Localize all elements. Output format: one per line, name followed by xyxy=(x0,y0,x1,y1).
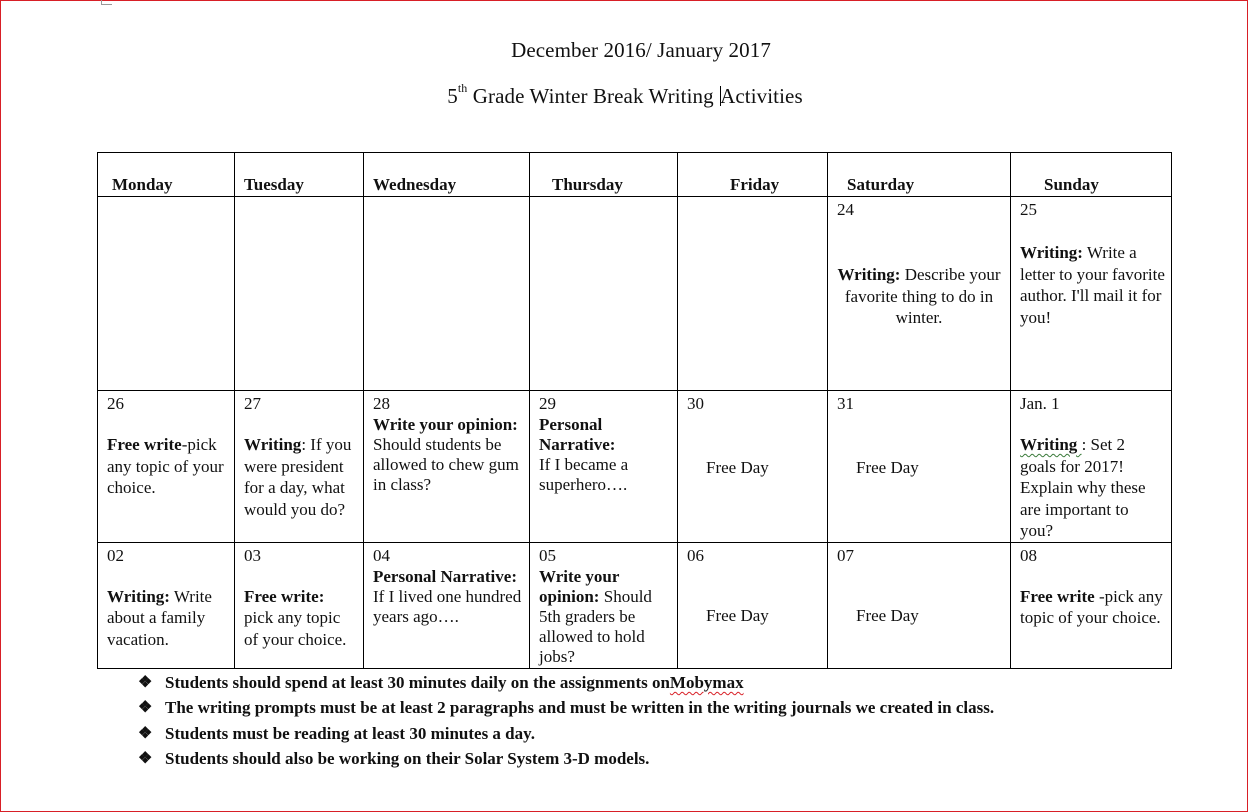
activity-text: Personal Narrative: If I lived one hundred years ago…. xyxy=(373,566,522,626)
diamond-bullet-icon: ❖ xyxy=(138,673,153,691)
activity-text: Free write: pick any topic of your choice. xyxy=(244,586,347,649)
date-number: 25 xyxy=(1020,200,1037,219)
date-number: 27 xyxy=(244,394,261,413)
calendar-cell-dec-24 xyxy=(828,197,1011,391)
calendar-cell-dec-27 xyxy=(235,391,364,543)
calendar-cell-jan-6 xyxy=(678,542,828,668)
calendar-cell-dec-29 xyxy=(530,391,678,543)
calendar-week-row xyxy=(98,391,1172,543)
date-number: 05 xyxy=(539,545,556,565)
diamond-bullet-icon: ❖ xyxy=(138,724,153,742)
calendar-cell-dec-30 xyxy=(678,391,828,543)
day-header-tuesday: Tuesday xyxy=(235,153,364,197)
free-day-label: Free Day xyxy=(856,458,919,477)
calendar-cell-jan-3 xyxy=(235,542,364,668)
activity-text: Writing: If you were president for a day, what would you do? xyxy=(244,435,352,519)
date-number: 07 xyxy=(837,545,854,565)
day-header-monday: Monday xyxy=(98,153,235,197)
calendar-cell-jan-1 xyxy=(1011,391,1172,543)
activity-text: Writing: Describe your favorite thing to do in winter. xyxy=(837,265,1001,327)
subtitle-grade-suffix: th xyxy=(457,81,468,95)
date-number: 31 xyxy=(837,394,854,413)
calendar-cell-jan-4 xyxy=(364,542,530,668)
activity-text: Write your opinion: Should students be allowed to chew gum in class? xyxy=(373,415,519,494)
calendar-cell-empty xyxy=(235,197,364,391)
date-number: 03 xyxy=(244,545,261,565)
date-number: 29 xyxy=(539,394,556,413)
calendar-cell-dec-26 xyxy=(98,391,235,543)
activity-text: Write your opinion: Should 5th graders be allowed to hold jobs? xyxy=(539,566,652,666)
date-number: 26 xyxy=(107,394,124,413)
calendar-cell-empty xyxy=(364,197,530,391)
free-day-label: Free Day xyxy=(706,458,769,477)
date-number: 06 xyxy=(687,545,704,565)
day-header-saturday: Saturday xyxy=(828,153,1011,197)
calendar-table xyxy=(97,152,1172,669)
calendar-cell-empty xyxy=(678,197,828,391)
document-subtitle xyxy=(0,81,1248,109)
free-day-label: Free Day xyxy=(856,605,919,625)
instructions-list xyxy=(138,670,994,772)
document-title: December 2016/ January 2017 xyxy=(511,38,771,62)
diamond-bullet-icon: ❖ xyxy=(138,750,153,768)
activity-text: Writing: Write a letter to your favorite author. I'll mail it for you! xyxy=(1020,243,1165,327)
calendar-cell-dec-25 xyxy=(1011,197,1172,391)
date-number: 30 xyxy=(687,394,704,413)
calendar-cell-dec-28 xyxy=(364,391,530,543)
calendar-cell-jan-8 xyxy=(1011,542,1172,668)
list-item: ❖ Students should also be working on their Solar System 3-D models. xyxy=(138,749,650,769)
list-item: ❖ Students must be reading at least 30 minutes a day. xyxy=(138,723,535,743)
calendar-cell-jan-2 xyxy=(98,542,235,668)
date-number: 28 xyxy=(373,394,390,413)
calendar-cell-dec-31 xyxy=(828,391,1011,543)
day-header-friday: Friday xyxy=(678,153,828,197)
calendar-cell-jan-5 xyxy=(530,542,678,668)
calendar-cell-jan-7 xyxy=(828,542,1011,668)
subtitle-text-end: Activities xyxy=(720,84,803,108)
list-item: ❖ The writing prompts must be at least 2 paragraphs and must be written in the writing journals we created in class. xyxy=(138,698,995,718)
calendar-week-row xyxy=(98,197,1172,391)
date-number: 24 xyxy=(837,200,854,219)
activity-text: Writing : Set 2 goals for 2017! Explain why these are important to you? xyxy=(1020,435,1146,540)
activity-text: Free write -pick any topic of your choice. xyxy=(1020,586,1163,627)
diamond-bullet-icon: ❖ xyxy=(138,699,153,717)
calendar-cell-empty xyxy=(98,197,235,391)
mobymax-word: Mobymax xyxy=(669,672,744,692)
activity-text: Writing: Write about a family vacation. xyxy=(107,586,212,649)
subtitle-grade: 5 xyxy=(447,84,458,108)
date-number: 04 xyxy=(373,545,390,565)
margin-corner-mark xyxy=(101,0,112,5)
day-header-wednesday: Wednesday xyxy=(364,153,530,197)
date-number: 02 xyxy=(107,545,124,565)
day-header-thursday: Thursday xyxy=(530,153,678,197)
subtitle-text: Grade Winter Break Writing xyxy=(467,84,720,108)
list-item: ❖ Students should spend at least 30 minutes daily on the assignments on Mobymax xyxy=(138,672,744,692)
free-day-label: Free Day xyxy=(706,605,769,625)
calendar-header-row xyxy=(98,153,1172,197)
activity-text: Free write-pick any topic of your choice. xyxy=(107,435,224,497)
activity-text: Personal Narrative: If I became a superhero…. xyxy=(539,415,629,494)
date-number: 08 xyxy=(1020,545,1037,565)
calendar-week-row xyxy=(98,542,1172,668)
date-number: Jan. 1 xyxy=(1020,394,1060,413)
calendar-cell-empty xyxy=(530,197,678,391)
day-header-sunday: Sunday xyxy=(1011,153,1172,197)
